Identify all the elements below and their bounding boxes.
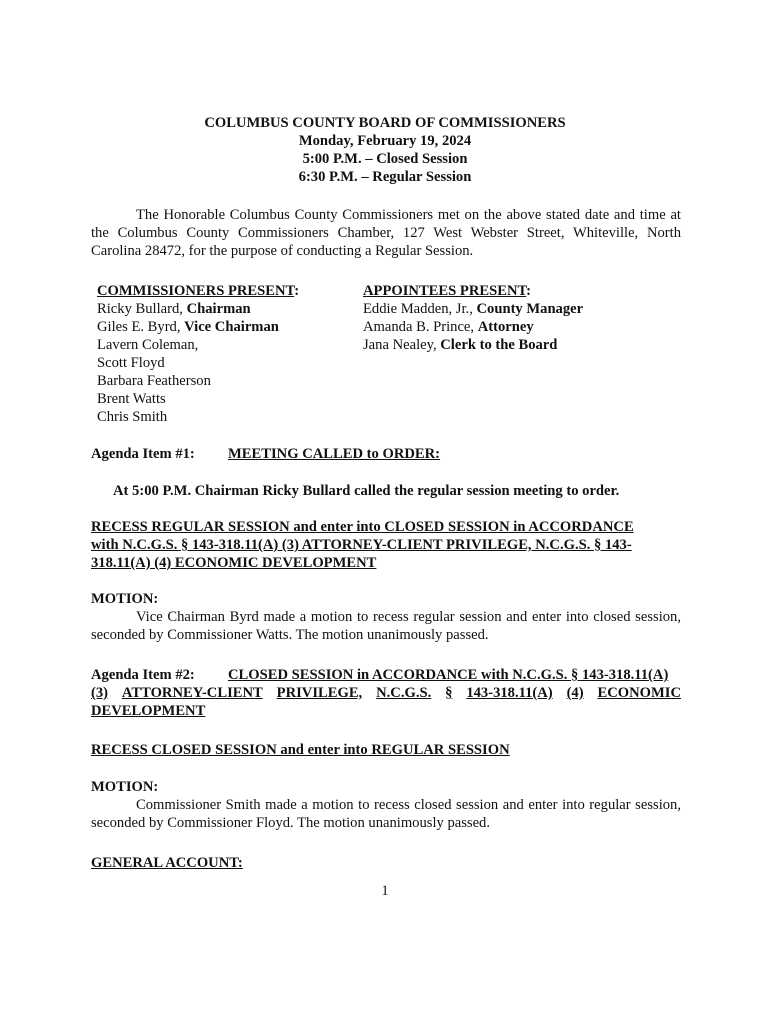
appointees-present-list xyxy=(363,282,583,354)
appointees-heading: APPOINTEES PRESENT: xyxy=(363,283,532,299)
recess-regular-heading: RECESS REGULAR SESSION and enter into CLOSED SESSION in ACCORDANCE with N.C.G.S. § 143-318.11(A) (3) ATTORNEY-CLIENT PRIVILEGE, N.C.G.S. § 143- 318.11(A) (4) ECONOMIC DEVELOPMENT xyxy=(91,519,634,571)
regular-session-time: 6:30 P.M. – Regular Session xyxy=(298,169,472,185)
agenda-item-1-label: Agenda Item #1: xyxy=(91,446,195,462)
document-header xyxy=(0,114,770,186)
commissioner-entry: Ricky Bullard, Chairman xyxy=(97,301,251,317)
commissioner-entry: Barbara Featherson xyxy=(97,373,211,389)
agenda-item-1-title: MEETING CALLED to ORDER: xyxy=(228,446,441,462)
appointee-entry: Jana Nealey, Clerk to the Board xyxy=(363,337,558,353)
motion-1-label: MOTION: xyxy=(91,591,159,607)
commissioner-entry: Scott Floyd xyxy=(97,355,165,371)
commissioner-entry: Chris Smith xyxy=(97,409,168,425)
call-to-order-text: At 5:00 P.M. Chairman Ricky Bullard called the regular session meeting to order. xyxy=(113,483,620,499)
motion-1-text: Vice Chairman Byrd made a motion to recess regular session and enter into closed session, seconded by Commissioner Watts. The motion unanimously passed. xyxy=(91,609,681,643)
motion-2-label: MOTION: xyxy=(91,779,159,795)
meeting-date: Monday, February 19, 2024 xyxy=(298,133,472,149)
general-account-heading: GENERAL ACCOUNT: xyxy=(91,855,243,871)
motion-2-text: Commissioner Smith made a motion to recess closed session and enter into regular session, seconded by Commissioner Floyd. The motion unanimously passed. xyxy=(91,797,681,831)
agenda-item-2-title: CLOSED SESSION in ACCORDANCE with N.C.G.S. § 143-318.11(A) xyxy=(228,667,669,683)
commissioner-entry: Lavern Coleman, xyxy=(97,337,199,353)
recess-closed-heading: RECESS CLOSED SESSION and enter into REGULAR SESSION xyxy=(91,742,510,758)
intro-paragraph: The Honorable Columbus County Commissioners met on the above stated date and time at the Columbus County Commissioners Chamber, 127 West Webster Street, Whiteville, North Carolina 28472, for the purpose of conducting a Regular Session. xyxy=(91,207,681,259)
agenda-item-2-title-line-3: DEVELOPMENT xyxy=(91,703,206,719)
board-title: COLUMBUS COUNTY BOARD OF COMMISSIONERS xyxy=(204,115,566,131)
appointee-entry: Eddie Madden, Jr., County Manager xyxy=(363,301,584,317)
agenda-item-2-label: Agenda Item #2: xyxy=(91,667,195,683)
commissioners-heading: COMMISSIONERS PRESENT: xyxy=(97,283,300,299)
agenda-item-2-title-line-2: (3) ATTORNEY-CLIENT PRIVILEGE, N.C.G.S. § 143-318.11(A) (4) ECONOMIC xyxy=(91,685,681,701)
appointee-entry: Amanda B. Prince, Attorney xyxy=(363,319,534,335)
commissioners-present-list xyxy=(97,282,299,426)
closed-session-time: 5:00 P.M. – Closed Session xyxy=(302,151,468,167)
page-number: 1 xyxy=(381,883,389,899)
commissioner-entry: Giles E. Byrd, Vice Chairman xyxy=(97,319,279,335)
commissioner-entry: Brent Watts xyxy=(97,391,166,407)
